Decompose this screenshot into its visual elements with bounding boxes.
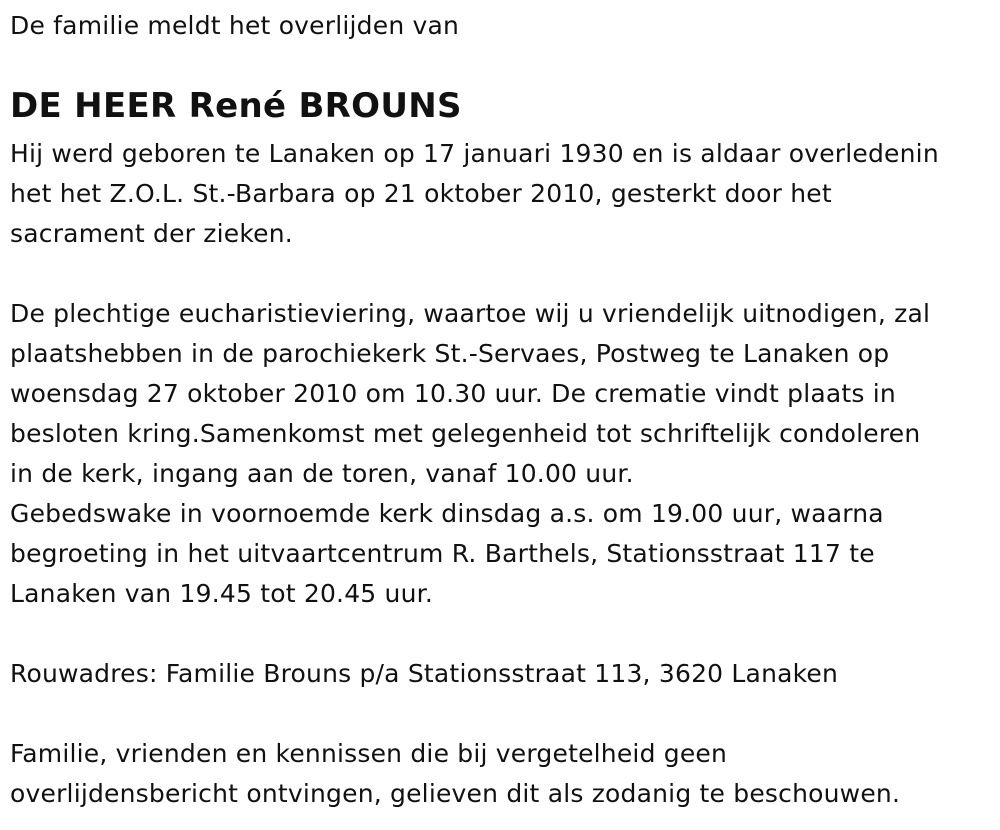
paragraph-line: plaatshebben in de parochiekerk St.-Servaes, Postweg te Lanaken op (10, 339, 890, 368)
paragraph-line: besloten kring.Samenkomst met gelegenheid tot schriftelijk condoleren (10, 419, 921, 448)
paragraph-line: woensdag 27 oktober 2010 om 10.30 uur. De crematie vindt plaats in (10, 379, 896, 408)
paragraph-line: Lanaken van 19.45 tot 20.45 uur. (10, 579, 433, 608)
paragraph-line: begroeting in het uitvaartcentrum R. Barthels, Stationsstraat 117 te (10, 539, 875, 568)
closing-paragraph (10, 734, 900, 814)
intro-text: De familie meldt het overlijden van (10, 11, 460, 40)
paragraph-line: overlijdensbericht ontvingen, gelieven dit als zodanig te beschouwen. (10, 779, 901, 808)
paragraph-line: in de kerk, ingang aan de toren, vanaf 10.00 uur. (10, 459, 634, 488)
deceased-name: DE HEER René BROUNS (10, 86, 462, 126)
paragraph-line: De plechtige eucharistieviering, waartoe wij u vriendelijk uitnodigen, zal (10, 299, 931, 328)
paragraph-line: sacrament der zieken. (10, 219, 293, 248)
mourning-address: Rouwadres: Familie Brouns p/a Stationsstraat 113, 3620 Lanaken (10, 659, 839, 688)
service-paragraph (10, 294, 930, 614)
paragraph-line: Gebedswake in voornoemde kerk dinsdag a.s. om 19.00 uur, waarna (10, 499, 884, 528)
paragraph-line: Hij werd geboren te Lanaken op 17 januari 1930 en is aldaar overledenin (10, 139, 939, 168)
paragraph-line: het het Z.O.L. St.-Barbara op 21 oktober 2010, gesterkt door het (10, 179, 832, 208)
paragraph-line: Familie, vrienden en kennissen die bij vergetelheid geen (10, 739, 728, 768)
birth-death-paragraph (10, 134, 939, 254)
